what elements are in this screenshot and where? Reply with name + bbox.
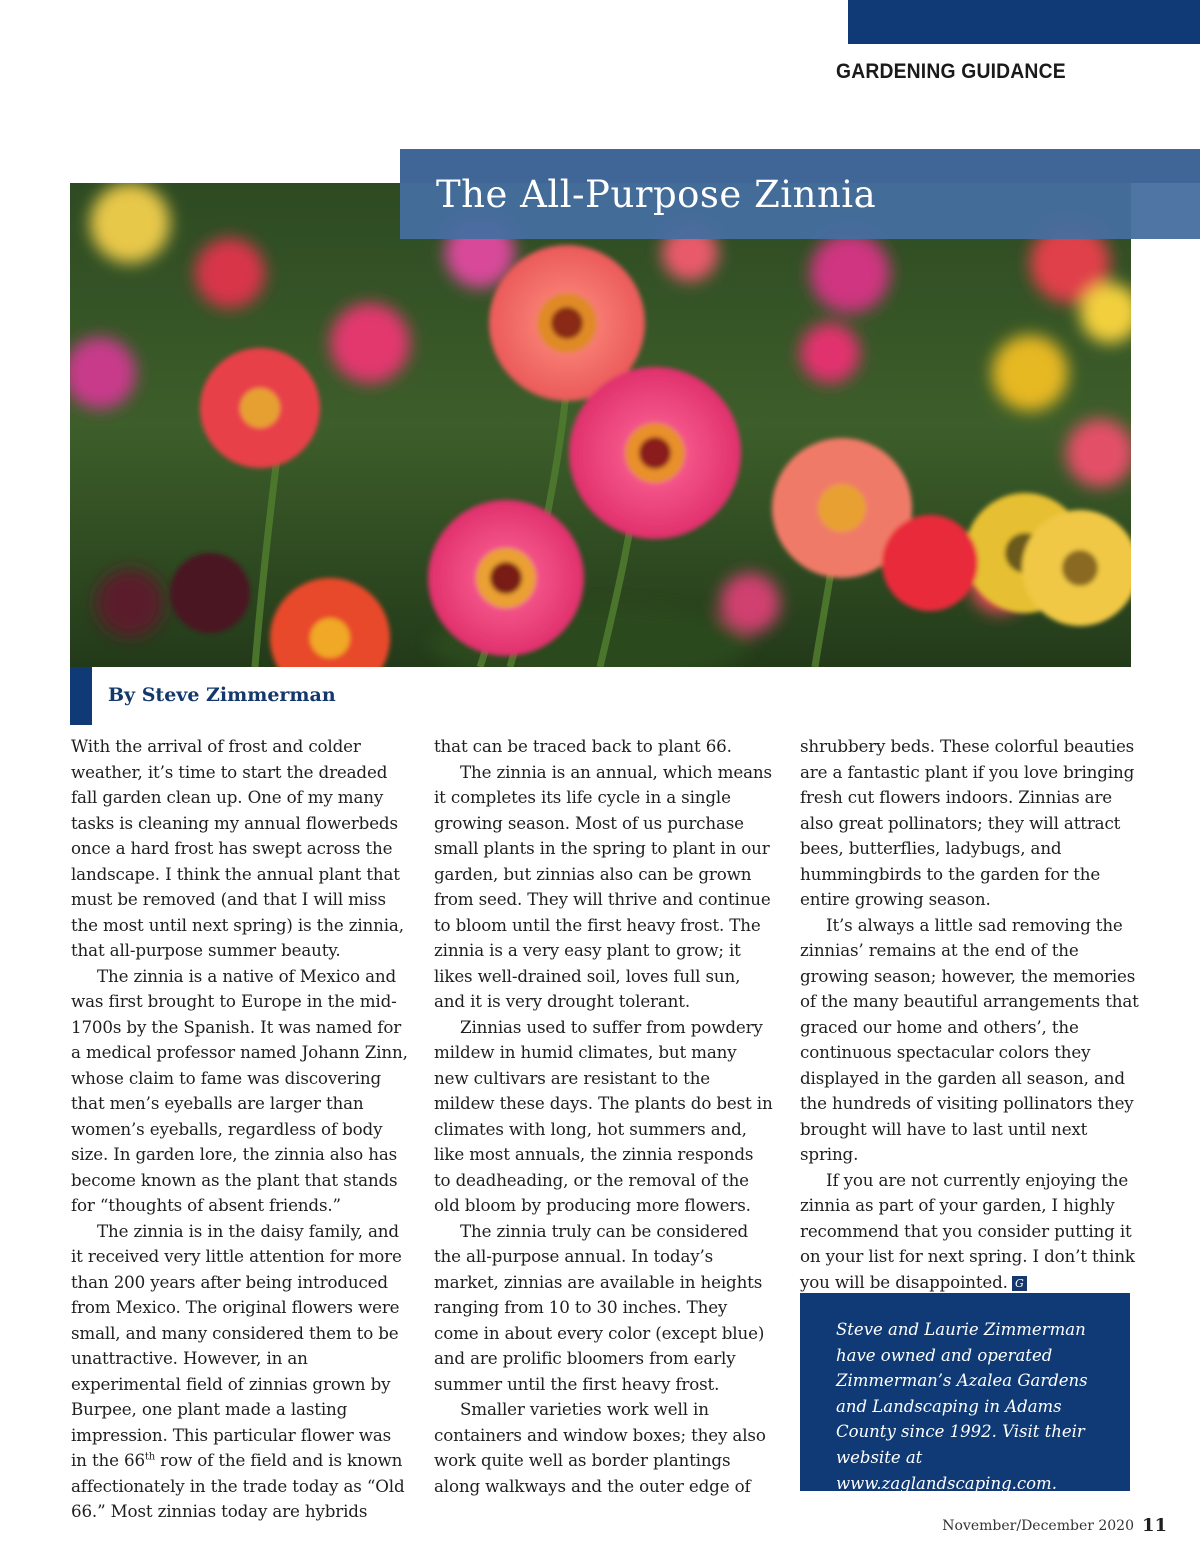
top-accent-bar xyxy=(848,0,1200,44)
zinnia-flowers-photo xyxy=(70,183,1131,667)
section-label: GARDENING GUIDANCE xyxy=(836,60,1066,83)
paragraph: Smaller varieties work well in containers and window boxes; they also work quite well as border plantings along walkways and the outer edge of xyxy=(434,1399,766,1496)
byline-accent-bar xyxy=(70,667,92,725)
paragraph-text: The zinnia is in the daisy family, and it received very little attention for more than 200 years after being introduced from Mexico. The original flowers were small, and many considered them to be unattractive. However, in an experimental field of zinnias grown by Burpee, one plant made a lasting impression. This particular flower was in the 66 xyxy=(71,1220,402,1470)
paragraph: The zinnia truly can be considered the all-purpose annual. In today’s market, zinnias are available in heights ranging from 10 to 30 inches. They come in about every color (except blue) and are prolific bloomers from early summer until the first heavy frost. xyxy=(434,1220,765,1394)
superscript: th xyxy=(144,1451,156,1463)
byline: By Steve Zimmerman xyxy=(108,684,336,706)
paragraph: shrubbery beds. These colorful beauties are a fantastic plant if you love bringing fresh cut flowers indoors. Zinnias are also great pollinators; they will attract bees, butterflies, ladybugs, and hummingbirds to the garden for the entire growing season. xyxy=(800,736,1135,909)
column-2 xyxy=(434,734,774,1499)
page-number: 11 xyxy=(1141,1515,1167,1536)
paragraph: The zinnia is an annual, which means it completes its life cycle in a single growing season. Most of us purchase small plants in the spring to plant in our garden, but zinnias also can be grown from seed. They will thrive and continue to bloom until the first heavy frost. The zinnia is a very easy plant to grow; it likes well-drained soil, loves full sun, and it is very drought tolerant. xyxy=(434,761,772,1011)
hero-photo xyxy=(70,183,1131,667)
end-mark-icon: G xyxy=(1012,1276,1027,1291)
author-bio: Steve and Laurie Zimmerman have owned and operated Zimmerman’s Azalea Gardens and Landscaping in Adams County since 1992. Visit their website at www.zaglandscaping.com. xyxy=(836,1320,1088,1493)
issue-date: November/December 2020 xyxy=(942,1518,1134,1534)
paragraph: that can be traced back to plant 66. xyxy=(434,736,732,756)
title-band xyxy=(400,149,1200,239)
paragraph: Zinnias used to suffer from powdery mildew in humid climates, but many new cultivars are resistant to the mildew these days. The plants do best in climates with long, hot summers and, like most annuals, the zinnia responds to deadheading, or the removal of the old bloom by producing more flowers. xyxy=(434,1016,773,1215)
paragraph-text: If you are not currently enjoying the zinnia as part of your garden, I highly recommend that you consider putting it on your list for next spring. I don’t think you will be disappointed. xyxy=(800,1169,1135,1292)
paragraph xyxy=(800,1168,1140,1296)
paragraph xyxy=(71,1219,411,1525)
paragraph: The zinnia is a native of Mexico and was first brought to Europe in the mid-1700s by the Spanish. It was named for a medical professor named Johann Zinn, whose claim to fame was discovering that men’s eyeballs are larger than women’s eyeballs, regardless of body size. In garden lore, the zinnia also has become known as the plant that stands for “thoughts of absent friends.” xyxy=(71,965,408,1215)
column-3 xyxy=(800,734,1140,1295)
article-title: The All-Purpose Zinnia xyxy=(436,173,877,216)
paragraph: It’s always a little sad removing the zinnias’ remains at the end of the growing season; however, the memories of the many beautiful arrangements that graced our home and others’, the continuous spectacular colors they displayed in the garden all season, and the hundreds of visiting pollinators they brought will have to last until next spring. xyxy=(800,914,1139,1164)
paragraph: With the arrival of frost and colder weather, it’s time to start the dreaded fall garden clean up. One of my many tasks is cleaning my annual flowerbeds once a hard frost has swept across the landscape. I think the annual plant that must be removed (and that I will miss the most until next spring) is the zinnia, that all-purpose summer beauty. xyxy=(71,736,404,960)
author-bio-box xyxy=(800,1293,1130,1491)
column-1 xyxy=(71,734,411,1525)
paragraph-text: row of the field and is known affectionately in the trade today as “Old 66.” Most zinnias today are hybrids xyxy=(71,1450,405,1521)
